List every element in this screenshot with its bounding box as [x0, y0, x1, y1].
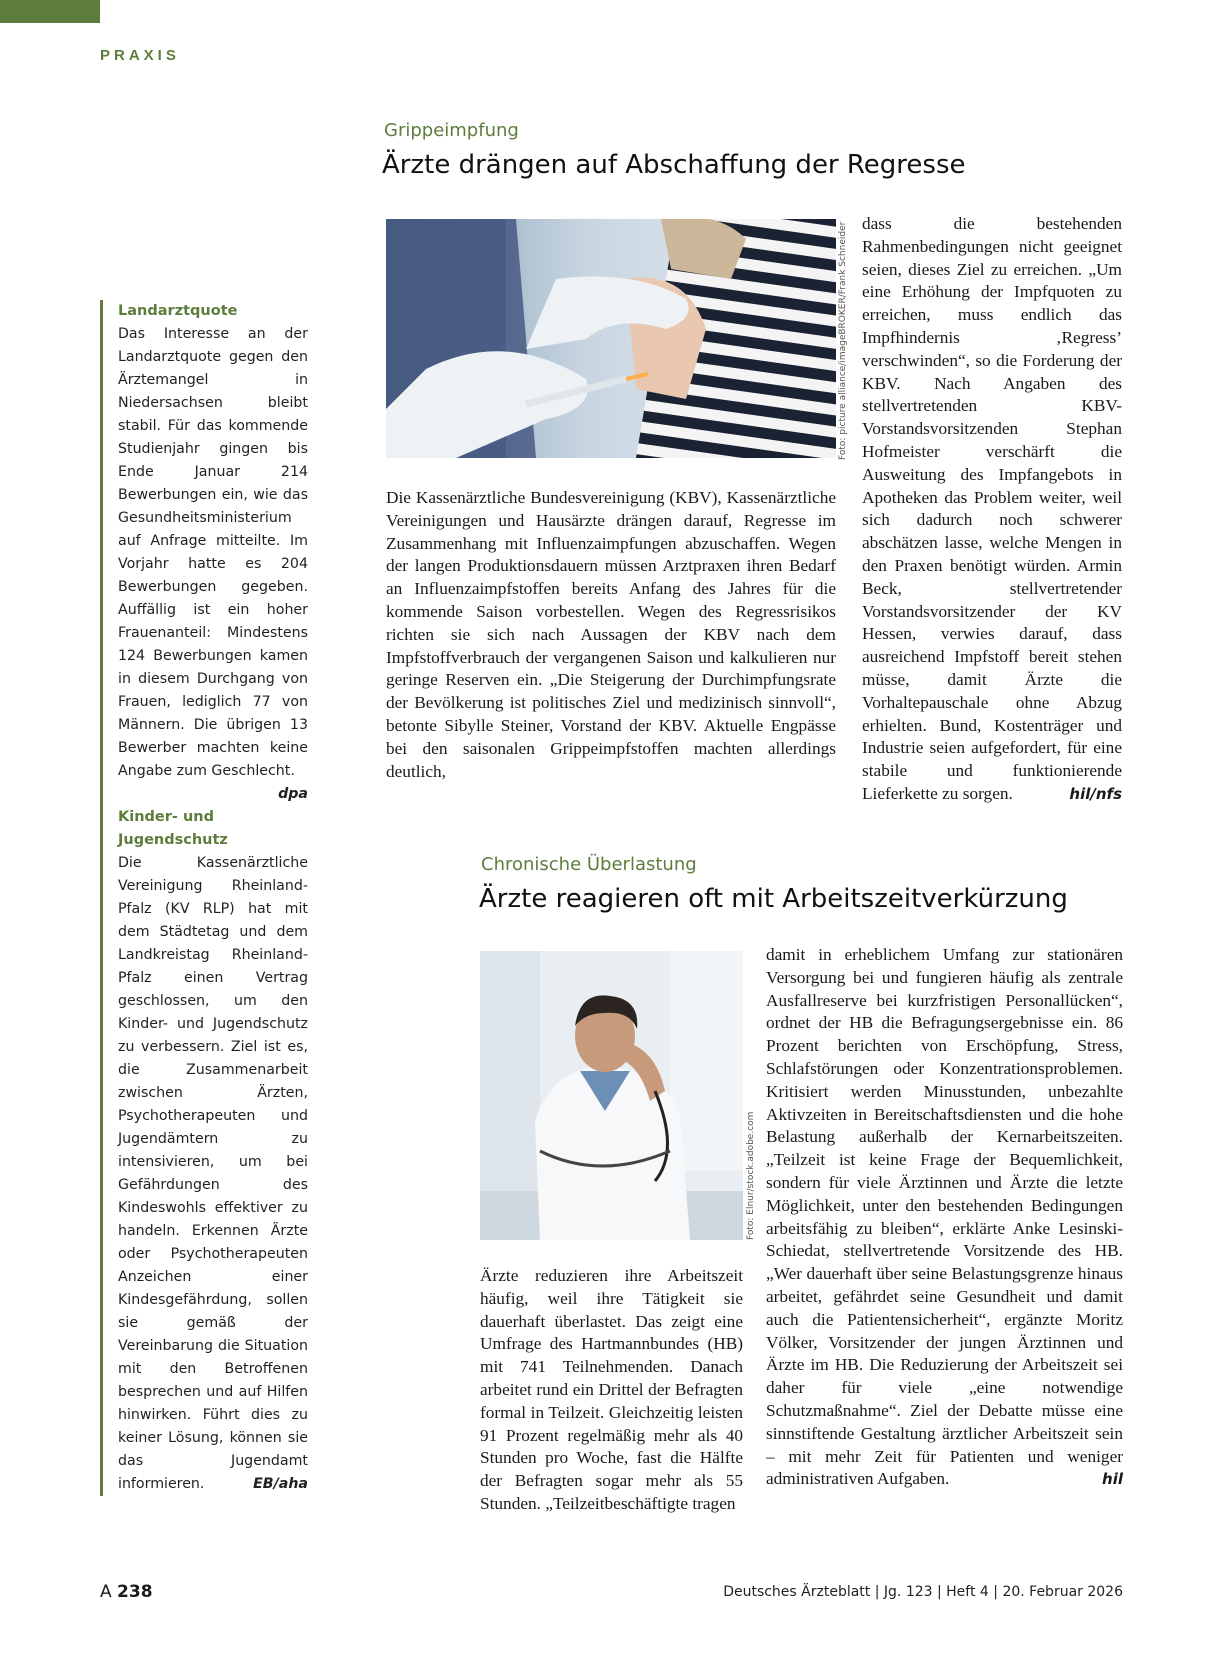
sidebar-item-title: Kinder- und Jugendschutz: [118, 809, 228, 848]
section-color-tab: [0, 0, 100, 23]
article1-signature: hil/nfs: [1069, 784, 1122, 803]
article2-kicker: Chronische Überlastung: [481, 854, 697, 875]
doctor-photo: [480, 951, 743, 1240]
sidebar-item-signature: dpa: [278, 786, 308, 802]
section-label: PRAXIS: [100, 47, 180, 64]
vaccination-photo: [386, 219, 836, 458]
publication-info: Deutsches Ärzteblatt | Jg. 123 | Heft 4 | 20. Februar 2026: [723, 1584, 1123, 1600]
article2-photo-credit: Foto: Elnur/stock.adobe.com: [746, 1111, 756, 1240]
article1-headline: Ärzte drängen auf Abschaffung der Regresse: [382, 150, 966, 180]
tired-doctor-illustration: [480, 951, 743, 1240]
sidebar-item-text: Das Interesse an der Landarztquote gegen den Ärztemangel in Niedersachsen bleibt stabil. Für das kommende Studienjahr gingen bis Ende Januar 214 Bewerbungen ein, wie das Gesundheitsministerium auf Anfrage mitteilte. Im Vorjahr hatte es 204 Bewerbungen gegeben. Auffällig ist ein hoher Frauenanteil: Mindestens 124 Bewerbungen kamen in diesem Durchgang von Frauen, lediglich 77 von Männern. Die übrigen 13 Bewerber machten keine Angabe zum Geschlecht. dpa: [118, 323, 308, 783]
article2-signature: hil: [1102, 1470, 1123, 1489]
page-number: A 238: [100, 1582, 153, 1602]
article1-kicker: Grippeimpfung: [384, 120, 519, 141]
article1-photo-credit: Foto: picture alliance/imageBROKER/Frank Schneider: [838, 221, 848, 460]
sidebar-item-signature: EB/aha: [253, 1476, 308, 1492]
article1-column1: Die Kassenärztliche Bundesvereinigung (KBV), Kassenärztliche Vereinigungen und Hausärzte drängen darauf, Regresse im Zusammenhang mit Influenzaimpfungen abzuschaffen. Wegen der langen Produktionsdauern müssen Arztpraxen ihren Bedarf an Influenzaimpfstoffen bereits Anfang des Jahres für die kommende Saison vorbestellen. Wegen des Regressrisikos richten sie sich nach Aussagen der KBV nach dem Impfstoffverbrauch der vergangenen Saison und kalkulieren nur geringe Reserven ein. „Die Steigerung der Durchimpfungsrate der Bevölkerung ist politisches Ziel und medizinisch sinnvoll“, betonte Sibylle Steiner, Vorstand der KBV. Aktuelle Engpässe bei den saisonalen Grippeimpfstoffen machten allerdings deutlich,: [386, 488, 836, 781]
sidebar-item-text: Die Kassenärztliche Vereinigung Rheinland-Pfalz (KV RLP) hat mit dem Städtetag und dem Landkreistag Rheinland-Pfalz einen Vertrag geschlossen, um den Kinder- und Jugendschutz zu verbessern. Ziel ist es, die Zusammenarbeit zwischen Ärzten, Psychotherapeuten und Jugendämtern zu intensivieren, um bei Gefährdungen des Kindeswohls effektiver zu handeln. Erkennen Ärzte oder Psychotherapeuten Anzeichen einer Kindesgefährdung, sollen sie gemäß der Vereinbarung die Situation mit den Betroffenen besprechen und auf Hilfen hinwirken. Führt dies zu keiner Lösung, können sie das Jugendamt informieren. EB/aha: [118, 852, 308, 1496]
article2-headline: Ärzte reagieren oft mit Arbeitszeitverkürzung: [479, 884, 1068, 914]
article1-column2: dass die bestehenden Rahmenbedingungen nicht geeignet seien, dieses Ziel zu erreichen. „Um eine Erhöhung der Impfquoten zu erreichen, muss endlich das Impfhindernis ‚Regress’ verschwinden“, so die Forderung der KBV. Nach Angaben des stellvertretenden KBV-Vorstandsvorsitzenden Stephan Hofmeister verschärft die Ausweitung des Impfangebots in Apotheken das Problem weiter, weil sich dadurch noch schwerer abschätzen lasse, welche Mengen in den Praxen benötigt würden. Armin Beck, stellvertretender Vorstandsvorsitzender der KV Hessen, verwies darauf, dass ausreichend Impfstoff bereit stehen müsse, damit Ärzte die Vorhaltepauschale ohne Abzug erhielten. Bund, Kostenträger und Industrie seien aufgefordert, für eine stabile und funktionierende Lieferkette zu sorgen. hil/nfs: [862, 213, 1122, 806]
article2-column2: damit in erheblichem Umfang zur stationären Versorgung bei und fungieren häufig als zentrale Ausfallreserve bei kurzfristigen Personallücken“, ordnet der HB die Befragungsergebnisse ein. 86 Prozent berichten von Erschöpfung, Stress, Schlafstörungen oder Konzentrationsproblemen. Kritisiert werden Minusstunden, unbezahlte Aktivzeiten in Bereitschaftsdiensten und die hohe Belastung außerhalb der Kernarbeitszeiten. „Teilzeit ist keine Frage der Bequemlichkeit, sondern für viele Ärztinnen und Ärzte die letzte Möglichkeit, unter den bestehenden Bedingungen arbeitsfähig zu bleiben“, erklärte Anke Lesinski-Schiedat, stellvertretende Vorsitzende des HB. „Wer dauerhaft über seine Belastungsgrenze hinaus arbeitet, gefährdet seine Gesundheit und damit auch die Patientensicherheit“, ergänzte Moritz Völker, Vorsitzender der jungen Ärztinnen und Ärzte im HB. Die Reduzierung der Arbeitszeit sei daher für viele „eine notwendige Schutzmaßnahme“. Ziel der Debatte müsse eine sinnstiftende Gestaltung ärztlicher Arbeitszeit sein – mit mehr Zeit für Patienten und weniger administrativen Aufgaben. hil: [766, 944, 1123, 1491]
article2-column1: Ärzte reduzieren ihre Arbeitszeit häufig, weil ihre Tätigkeit sie dauerhaft überlastet. Das zeigt eine Umfrage des Hartmannbundes (HB) mit 741 Teilnehmenden. Danach arbeitet rund ein Drittel der Befragten formal in Teilzeit. Gleichzeitig leisten 91 Prozent regelmäßig mehr als 40 Stunden pro Woche, fast die Hälfte der Befragten sogar mehr als 55 Stunden. „Teilzeitbeschäftigte tragen: [480, 1266, 743, 1513]
vaccination-illustration: [386, 219, 836, 458]
sidebar-item-landarztquote: [100, 300, 308, 806]
sidebar-item-kinderschutz: [100, 806, 308, 1496]
sidebar-item-title: Landarztquote: [118, 303, 238, 319]
